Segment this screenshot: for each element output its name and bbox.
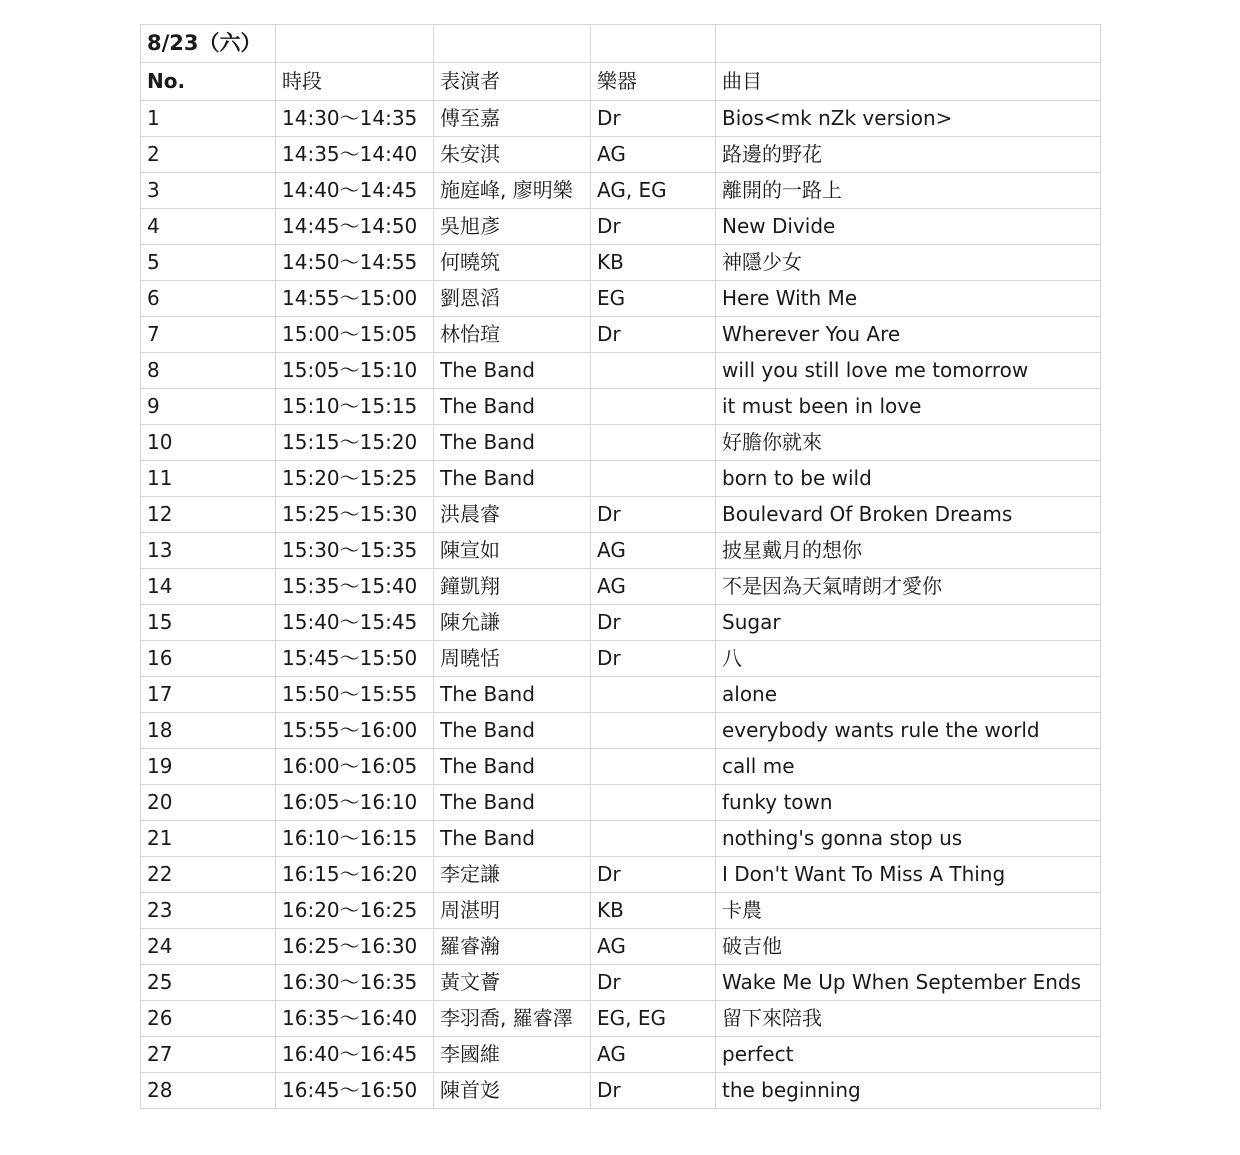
table-row xyxy=(141,317,1101,353)
cell-no[interactable]: 27 xyxy=(141,1037,276,1073)
cell-song[interactable]: will you still love me tomorrow xyxy=(716,353,1101,389)
table-row xyxy=(141,641,1101,677)
cell-song[interactable]: 卡農 xyxy=(716,893,1101,929)
cell-instrument[interactable]: Dr xyxy=(591,209,716,245)
cell-performer[interactable]: 吳旭彥 xyxy=(434,209,591,245)
table-row xyxy=(141,245,1101,281)
cell-time-slot[interactable]: 16:00～16:05 xyxy=(276,749,434,785)
cell-time-slot[interactable]: 15:15～15:20 xyxy=(276,425,434,461)
cell-time-slot[interactable]: 15:10～15:15 xyxy=(276,389,434,425)
cell-time-slot[interactable]: 15:05～15:10 xyxy=(276,353,434,389)
cell-performer[interactable]: 施庭峰, 廖明樂 xyxy=(434,173,591,209)
cell-performer[interactable]: The Band xyxy=(434,461,591,497)
table-row xyxy=(141,749,1101,785)
table-row xyxy=(141,497,1101,533)
table-row xyxy=(141,101,1101,137)
header-no[interactable]: No. xyxy=(141,63,276,101)
cell-no[interactable]: 19 xyxy=(141,749,276,785)
cell-instrument[interactable]: AG xyxy=(591,137,716,173)
cell-song[interactable]: Here With Me xyxy=(716,281,1101,317)
cell-time-slot[interactable]: 15:45～15:50 xyxy=(276,641,434,677)
cell-instrument[interactable]: AG xyxy=(591,1037,716,1073)
cell-instrument[interactable]: Dr xyxy=(591,641,716,677)
schedule-table xyxy=(140,24,1101,1109)
schedule-table-body xyxy=(141,25,1101,1109)
cell-performer[interactable]: 黃文薈 xyxy=(434,965,591,1001)
cell-time-slot[interactable]: 16:10～16:15 xyxy=(276,821,434,857)
cell-instrument[interactable]: Dr xyxy=(591,497,716,533)
cell-song[interactable]: 神隱少女 xyxy=(716,245,1101,281)
cell-time-slot[interactable]: 14:30～14:35 xyxy=(276,101,434,137)
cell-song[interactable]: Wherever You Are xyxy=(716,317,1101,353)
empty-cell[interactable] xyxy=(276,25,434,63)
header-instrument[interactable]: 樂器 xyxy=(591,63,716,101)
cell-time-slot[interactable]: 14:45～14:50 xyxy=(276,209,434,245)
cell-instrument[interactable] xyxy=(591,425,716,461)
table-row xyxy=(141,893,1101,929)
cell-no[interactable]: 22 xyxy=(141,857,276,893)
empty-cell[interactable] xyxy=(434,25,591,63)
cell-no[interactable]: 16 xyxy=(141,641,276,677)
cell-instrument[interactable]: AG xyxy=(591,929,716,965)
cell-no[interactable]: 10 xyxy=(141,425,276,461)
cell-performer[interactable]: The Band xyxy=(434,677,591,713)
table-row xyxy=(141,1073,1101,1109)
cell-performer[interactable]: 林怡瑄 xyxy=(434,317,591,353)
cell-time-slot[interactable]: 16:40～16:45 xyxy=(276,1037,434,1073)
cell-no[interactable]: 28 xyxy=(141,1073,276,1109)
cell-no[interactable]: 3 xyxy=(141,173,276,209)
cell-song[interactable]: 披星戴月的想你 xyxy=(716,533,1101,569)
cell-instrument[interactable]: KB xyxy=(591,245,716,281)
cell-instrument[interactable]: Dr xyxy=(591,857,716,893)
cell-performer[interactable]: The Band xyxy=(434,425,591,461)
cell-song[interactable]: 八 xyxy=(716,641,1101,677)
cell-song[interactable]: born to be wild xyxy=(716,461,1101,497)
cell-time-slot[interactable]: 15:35～15:40 xyxy=(276,569,434,605)
cell-instrument[interactable] xyxy=(591,677,716,713)
table-row xyxy=(141,713,1101,749)
table-row xyxy=(141,677,1101,713)
cell-song[interactable]: funky town xyxy=(716,785,1101,821)
cell-instrument[interactable] xyxy=(591,353,716,389)
cell-no[interactable]: 4 xyxy=(141,209,276,245)
cell-performer[interactable]: 李羽喬, 羅睿澤 xyxy=(434,1001,591,1037)
cell-time-slot[interactable]: 15:00～15:05 xyxy=(276,317,434,353)
cell-instrument[interactable] xyxy=(591,785,716,821)
table-row xyxy=(141,605,1101,641)
header-slot[interactable]: 時段 xyxy=(276,63,434,101)
cell-song[interactable]: it must been in love xyxy=(716,389,1101,425)
cell-song[interactable]: 路邊的野花 xyxy=(716,137,1101,173)
cell-performer[interactable]: The Band xyxy=(434,353,591,389)
cell-time-slot[interactable]: 16:25～16:30 xyxy=(276,929,434,965)
cell-song[interactable]: Sugar xyxy=(716,605,1101,641)
cell-time-slot[interactable]: 15:40～15:45 xyxy=(276,605,434,641)
cell-no[interactable]: 18 xyxy=(141,713,276,749)
cell-song[interactable]: Wake Me Up When September Ends xyxy=(716,965,1101,1001)
cell-performer[interactable]: 洪晨睿 xyxy=(434,497,591,533)
cell-time-slot[interactable]: 16:05～16:10 xyxy=(276,785,434,821)
cell-performer[interactable]: 李國維 xyxy=(434,1037,591,1073)
date-cell[interactable]: 8/23（六） xyxy=(141,25,276,63)
table-row xyxy=(141,425,1101,461)
cell-instrument[interactable] xyxy=(591,461,716,497)
cell-performer[interactable]: 羅睿瀚 xyxy=(434,929,591,965)
cell-no[interactable]: 25 xyxy=(141,965,276,1001)
cell-time-slot[interactable]: 16:35～16:40 xyxy=(276,1001,434,1037)
cell-time-slot[interactable]: 15:25～15:30 xyxy=(276,497,434,533)
cell-performer[interactable]: 陳首彣 xyxy=(434,1073,591,1109)
cell-performer[interactable]: The Band xyxy=(434,821,591,857)
cell-instrument[interactable]: Dr xyxy=(591,317,716,353)
table-row xyxy=(141,569,1101,605)
cell-performer[interactable]: 朱安淇 xyxy=(434,137,591,173)
cell-performer[interactable]: 鐘凱翔 xyxy=(434,569,591,605)
cell-time-slot[interactable]: 15:30～15:35 xyxy=(276,533,434,569)
table-row xyxy=(141,821,1101,857)
cell-song[interactable]: perfect xyxy=(716,1037,1101,1073)
cell-instrument[interactable] xyxy=(591,713,716,749)
cell-time-slot[interactable]: 16:30～16:35 xyxy=(276,965,434,1001)
cell-instrument[interactable]: Dr xyxy=(591,965,716,1001)
cell-no[interactable]: 23 xyxy=(141,893,276,929)
cell-instrument[interactable]: AG xyxy=(591,533,716,569)
table-row xyxy=(141,533,1101,569)
cell-time-slot[interactable]: 16:20～16:25 xyxy=(276,893,434,929)
empty-cell[interactable] xyxy=(591,25,716,63)
cell-no[interactable]: 1 xyxy=(141,101,276,137)
cell-no[interactable]: 2 xyxy=(141,137,276,173)
cell-time-slot[interactable]: 14:35～14:40 xyxy=(276,137,434,173)
cell-song[interactable]: alone xyxy=(716,677,1101,713)
cell-time-slot[interactable]: 15:50～15:55 xyxy=(276,677,434,713)
table-row xyxy=(141,929,1101,965)
cell-no[interactable]: 5 xyxy=(141,245,276,281)
table-row xyxy=(141,965,1101,1001)
cell-instrument[interactable]: AG, EG xyxy=(591,173,716,209)
cell-time-slot[interactable]: 15:55～16:00 xyxy=(276,713,434,749)
cell-song[interactable]: the beginning xyxy=(716,1073,1101,1109)
cell-performer[interactable]: 劉恩滔 xyxy=(434,281,591,317)
cell-song[interactable]: 不是因為天氣晴朗才愛你 xyxy=(716,569,1101,605)
cell-song[interactable]: Bios<mk nZk version> xyxy=(716,101,1101,137)
cell-no[interactable]: 13 xyxy=(141,533,276,569)
cell-no[interactable]: 14 xyxy=(141,569,276,605)
cell-no[interactable]: 12 xyxy=(141,497,276,533)
empty-cell[interactable] xyxy=(716,25,1101,63)
cell-no[interactable]: 24 xyxy=(141,929,276,965)
cell-no[interactable]: 26 xyxy=(141,1001,276,1037)
cell-song[interactable]: call me xyxy=(716,749,1101,785)
cell-song[interactable]: Boulevard Of Broken Dreams xyxy=(716,497,1101,533)
cell-performer[interactable]: 何曉筑 xyxy=(434,245,591,281)
cell-instrument[interactable]: Dr xyxy=(591,605,716,641)
cell-song[interactable]: 好膽你就來 xyxy=(716,425,1101,461)
table-row xyxy=(141,857,1101,893)
cell-performer[interactable]: The Band xyxy=(434,389,591,425)
cell-no[interactable]: 6 xyxy=(141,281,276,317)
table-row xyxy=(141,1001,1101,1037)
cell-performer[interactable]: 傅至嘉 xyxy=(434,101,591,137)
cell-performer[interactable]: The Band xyxy=(434,785,591,821)
date-row xyxy=(141,25,1101,63)
cell-performer[interactable]: 周湛明 xyxy=(434,893,591,929)
cell-instrument[interactable]: EG, EG xyxy=(591,1001,716,1037)
cell-no[interactable]: 17 xyxy=(141,677,276,713)
cell-song[interactable]: 破吉他 xyxy=(716,929,1101,965)
cell-performer[interactable]: 陳允謙 xyxy=(434,605,591,641)
table-row xyxy=(141,281,1101,317)
cell-no[interactable]: 7 xyxy=(141,317,276,353)
cell-instrument[interactable]: AG xyxy=(591,569,716,605)
cell-song[interactable]: I Don't Want To Miss A Thing xyxy=(716,857,1101,893)
cell-time-slot[interactable]: 16:15～16:20 xyxy=(276,857,434,893)
header-song[interactable]: 曲目 xyxy=(716,63,1101,101)
table-row xyxy=(141,209,1101,245)
cell-performer[interactable]: 陳宣如 xyxy=(434,533,591,569)
cell-instrument[interactable]: Dr xyxy=(591,1073,716,1109)
header-row xyxy=(141,63,1101,101)
table-row xyxy=(141,353,1101,389)
table-row xyxy=(141,137,1101,173)
cell-no[interactable]: 11 xyxy=(141,461,276,497)
cell-time-slot[interactable]: 16:45～16:50 xyxy=(276,1073,434,1109)
table-row xyxy=(141,173,1101,209)
table-row xyxy=(141,461,1101,497)
cell-no[interactable]: 15 xyxy=(141,605,276,641)
cell-instrument[interactable] xyxy=(591,389,716,425)
cell-no[interactable]: 8 xyxy=(141,353,276,389)
cell-song[interactable]: New Divide xyxy=(716,209,1101,245)
table-row xyxy=(141,785,1101,821)
cell-no[interactable]: 21 xyxy=(141,821,276,857)
cell-no[interactable]: 20 xyxy=(141,785,276,821)
cell-song[interactable]: 離開的一路上 xyxy=(716,173,1101,209)
cell-instrument[interactable]: EG xyxy=(591,281,716,317)
cell-instrument[interactable]: KB xyxy=(591,893,716,929)
cell-instrument[interactable] xyxy=(591,749,716,785)
cell-performer[interactable]: The Band xyxy=(434,749,591,785)
cell-performer[interactable]: 李定謙 xyxy=(434,857,591,893)
cell-time-slot[interactable]: 14:55～15:00 xyxy=(276,281,434,317)
cell-instrument[interactable]: Dr xyxy=(591,101,716,137)
cell-instrument[interactable] xyxy=(591,821,716,857)
cell-song[interactable]: nothing's gonna stop us xyxy=(716,821,1101,857)
cell-song[interactable]: 留下來陪我 xyxy=(716,1001,1101,1037)
cell-song[interactable]: everybody wants rule the world xyxy=(716,713,1101,749)
table-row xyxy=(141,1037,1101,1073)
table-row xyxy=(141,389,1101,425)
header-performer[interactable]: 表演者 xyxy=(434,63,591,101)
cell-no[interactable]: 9 xyxy=(141,389,276,425)
cell-time-slot[interactable]: 14:40～14:45 xyxy=(276,173,434,209)
cell-performer[interactable]: The Band xyxy=(434,713,591,749)
cell-time-slot[interactable]: 15:20～15:25 xyxy=(276,461,434,497)
cell-performer[interactable]: 周曉恬 xyxy=(434,641,591,677)
cell-time-slot[interactable]: 14:50～14:55 xyxy=(276,245,434,281)
